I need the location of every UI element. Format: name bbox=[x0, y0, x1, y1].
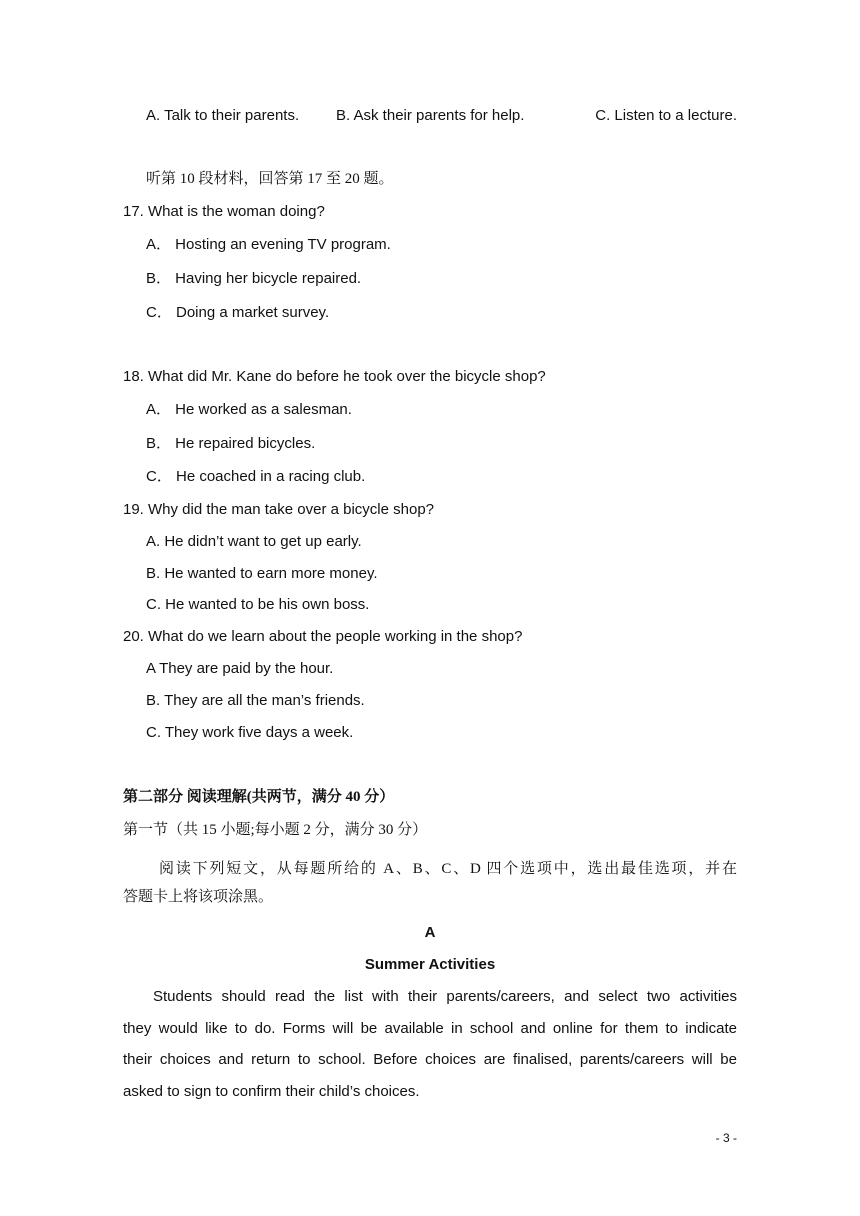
question-19-option-a: A. He didn’t want to get up early. bbox=[146, 533, 362, 550]
q16-option-c: C. Listen to a lecture. bbox=[595, 107, 737, 124]
question-18-stem: 18. What did Mr. Kane do before he took over the bicycle shop? bbox=[123, 368, 546, 385]
question-18-option-a: A． He worked as a salesman. bbox=[146, 401, 352, 418]
passage-line-1: Students should read the list with their parents/careers, and select two activities bbox=[153, 988, 737, 1005]
question-19-option-b: B. He wanted to earn more money. bbox=[146, 565, 378, 582]
instructions-line-1: 阅读下列短文，从每题所给的 A、B、C、D 四个选项中，选出最佳选项，并在 bbox=[159, 861, 737, 877]
question-18-option-c: C． He coached in a racing club. bbox=[146, 468, 366, 485]
passage-letter: A bbox=[424, 924, 436, 941]
q16-option-a: A. Talk to their parents. bbox=[146, 107, 300, 124]
question-19-option-c: C. He wanted to be his own boss. bbox=[146, 596, 370, 613]
section1-heading: 第一节（共 15 小题;每小题 2 分，满分 30 分） bbox=[123, 822, 428, 838]
page-number: - 3 - bbox=[715, 1131, 737, 1145]
question-17-option-c: C． Doing a market survey. bbox=[146, 304, 330, 321]
question-18-option-b: B． He repaired bicycles. bbox=[146, 435, 316, 452]
instructions-line-2: 答题卡上将该项涂黑。 bbox=[123, 889, 274, 905]
passage-line-3: their choices and return to school. Before choices are finalised, parents/careers will be bbox=[123, 1051, 737, 1068]
passage-line-2: they would like to do. Forms will be available in school and online for them to indicate bbox=[123, 1020, 737, 1037]
question-20-option-c: C. They work five days a week. bbox=[146, 724, 354, 741]
question-20-option-a: A They are paid by the hour. bbox=[146, 660, 334, 677]
part2-heading: 第二部分 阅读理解(共两节，满分 40 分） bbox=[123, 789, 395, 805]
passage-line-4: asked to sign to confirm their child’s choices. bbox=[123, 1083, 420, 1100]
passage-title: Summer Activities bbox=[364, 956, 496, 973]
question-17-stem: 17. What is the woman doing? bbox=[123, 203, 325, 220]
section10-intro: 听第 10 段材料，回答第 17 至 20 题。 bbox=[146, 171, 394, 187]
question-20-stem: 20. What do we learn about the people working in the shop? bbox=[123, 628, 523, 645]
question-17-option-b: B． Having her bicycle repaired. bbox=[146, 270, 362, 287]
question-19-stem: 19. Why did the man take over a bicycle shop? bbox=[123, 501, 435, 518]
q16-option-b: B. Ask their parents for help. bbox=[336, 107, 525, 124]
question-20-option-b: B. They are all the man’s friends. bbox=[146, 692, 365, 709]
question-17-option-a: A． Hosting an evening TV program. bbox=[146, 236, 391, 253]
